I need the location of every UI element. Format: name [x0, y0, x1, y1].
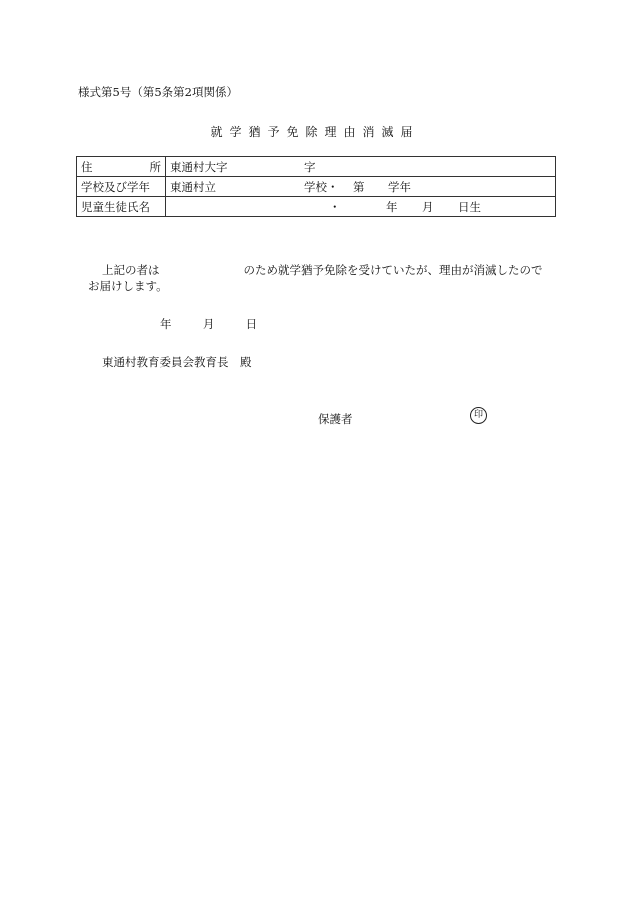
body-text-line2: お届けします。: [88, 279, 168, 293]
school-field[interactable]: [166, 177, 556, 197]
birth-year-label: 年: [386, 200, 398, 214]
form-number: 様式第5号（第5条第2項関係）: [78, 85, 238, 99]
table-row-address: [77, 157, 556, 177]
submission-date: [160, 316, 257, 332]
school-label: 学校及び学年: [77, 177, 166, 197]
address-label: 住 所: [77, 157, 166, 177]
date-month: 月: [202, 317, 215, 331]
grade-suffix: 学年: [388, 180, 411, 194]
table-row-school: [77, 177, 556, 197]
address-aza: 字: [304, 160, 316, 174]
document-title: 就学猶予免除理由消滅届: [210, 125, 420, 139]
table-row-name: [77, 197, 556, 217]
info-table: [76, 156, 556, 217]
seal-icon: 印: [470, 407, 487, 424]
student-name-label: 児童生徒氏名: [77, 197, 166, 217]
student-name-field[interactable]: [166, 197, 556, 217]
date-day: 日: [245, 317, 258, 331]
addressee: 東通村教育委員会教育長 殿: [102, 355, 252, 369]
body-text-line1: 上記の者は のため就学猶予免除を受けていたが、理由が消滅したので: [102, 263, 543, 277]
guardian-label: 保護者: [318, 412, 353, 426]
birth-day-label: 日生: [458, 200, 481, 214]
school-suffix: 学校・: [304, 180, 339, 194]
birth-month-label: 月: [422, 200, 434, 214]
address-field[interactable]: [166, 157, 556, 177]
grade-prefix: 第: [353, 180, 365, 194]
name-separator: ・: [329, 200, 341, 214]
date-year: 年: [160, 317, 172, 331]
school-prefix: 東通村立: [170, 180, 216, 194]
address-prefix: 東通村大字: [170, 160, 228, 174]
